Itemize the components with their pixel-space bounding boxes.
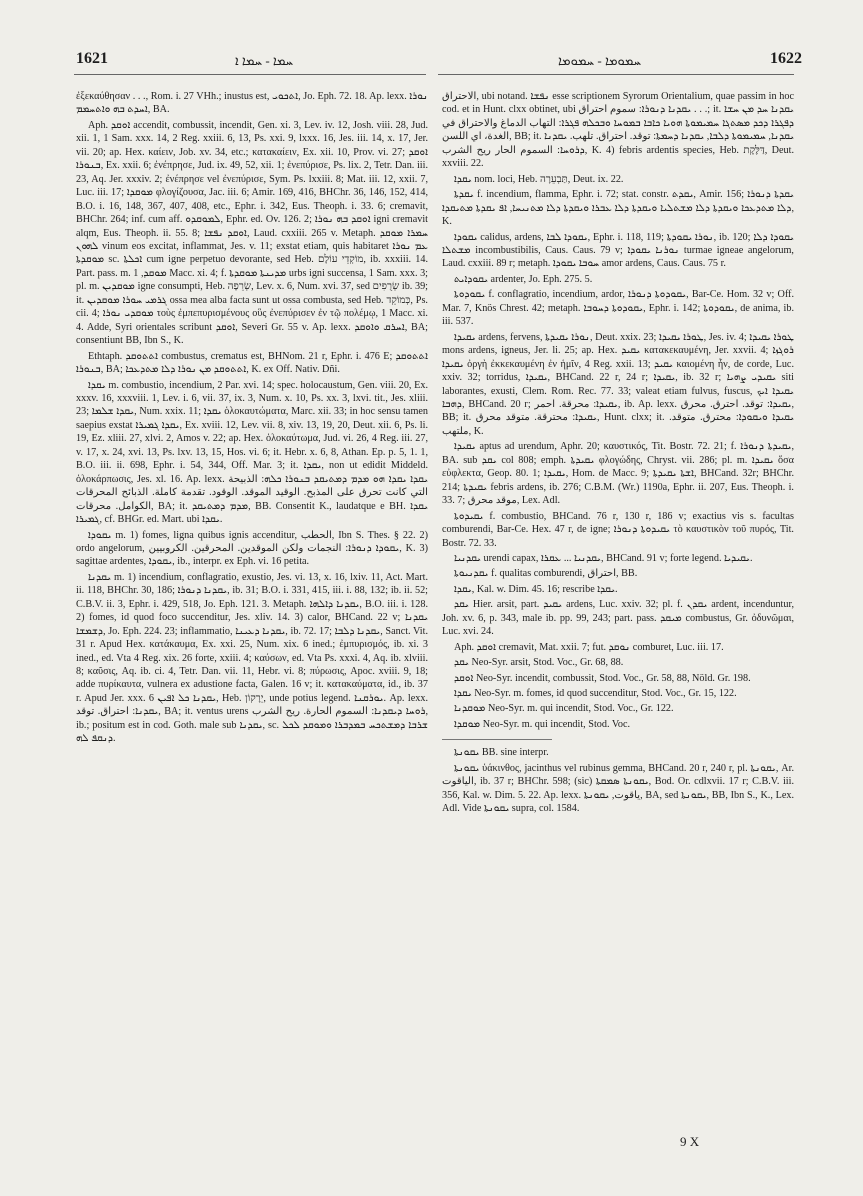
header-rule-right bbox=[438, 74, 794, 75]
entry-paragraph: ܝܩܕܢܐ m. 1) incendium, conflagratio, exustio, Jes. vi. 13, x. 16, lxiv. 11, Act. Mart. ii. 118, BHChr. 30, 186; ܝܩܕܢܐ ܕܢܘܪܐ, ib. 31; B.O. i. 331, 415, iii. i. 88, 132; ib. ii. 52; C.B.V. ii. 3, Ephr. i. 429, 518, Jo. Eph. 121. 3. Metaph. ܝܩܕܢܐ ܕܐܠܗܐ, B.O. iii. i. 128. 2) fomes, id quod foco succenditur, Jes. xliv. 14. 3) calor, BHCand. 22 v; ܝܩܕܢܐ ܕܫܡܫܐ, Jo. Eph. 224. 23; inflammatio, ܝܩܕܢܐ ܕܥܝܢܐ, ib. 72. 17; ܝܩܕܢܐ ܕܠܒܐ, Sanct. Vit. 31 r. Apud Hex. κατάκαυμα, Ex. xxi. 25, Num. xix. 6 ined.; ἐμπυρισμός, ib. xi. 3 ined., ed. Vta 4 Reg. xix. 26 forte, xxiii. 4; καύσων, ed. Vta Ps. xxxi. 4, Aq. ib. xlviii. 8; καῦσις, Aq. ib. ci. 4, Tetr. Dan. vii. 11, Hebr. vi. 8; πύρωσις, Apoc. xviii. 9, 18; adde πυρίκαυτα, vulnera ex adustione facta, Galen. 16 v; it. κατακαύματα, id., ib. 37 r. Apud Jer. xxx. 6 ܝܩܕܢܐ ܟܠ ܐܦܝܢ, Heb. יֵרָקוֹן, unde potius legend. ܝܘܪܩܢܐ. Ap. lexx. ܝܩܕܢܐ: احتراق. توقد, BA; it. ventus urens ܪܘܚܐ ܕܝܩܕܢܐ: السموم الحارة. ريح الشرب, ib.; positum est in cod. Goth. male sub ܝܩܕܢܐ, sc. ܫܪܒܐ ܕܡܫܬܟܚ ܒܡܕܒܪܐ ܘܡܘܩܕ ܠܟܠ ܕܢܩܦ ܠܗ. bbox=[76, 571, 428, 745]
entry-paragraph: ܝܩܕܢܝܘܬܐ f. qualitas comburendi, احتراق, BB. bbox=[454, 568, 638, 580]
page-number-right: 1622 bbox=[770, 50, 802, 67]
entry-paragraph: ܝܩܘܕܘܬܐ f. conflagratio, incendium, ardor, ܝܩܘܕܘܬܐ ܕܢܘܪܐ, Bar-Ce. Hom. 32 v; Off. Mar. 7, Knös Chrest. 42; metaph. ܝܩܘܕܘܬܐ ܕܚܘܒܐ, Ephr. i. 142; ܝܩܘܕܘܬܐ, de anima, ib. iii. 537. bbox=[442, 289, 794, 328]
entry-paragraph: ܡܘܩܕܐ Neo-Syr. m. qui incendit, Stod. Voc. bbox=[454, 718, 631, 730]
entry-paragraph: ܝܩܘܕܐܝܬ ardenter, Jo. Eph. 275. 5. bbox=[454, 273, 593, 285]
entry-paragraph: ܝܩܘܕܐ calidus, ardens, ܝܩܘܕܐ ܠܒܐ, Ephr. i. 118, 119; ܢܘܪܐ ܝܩܘܕܬܐ, ib. 120; ܝܩܘܕܐ ܕܠܐ ܡܫܬܠܐ incombustibilis, Caus. Caus. 79 v; ܢܘܪܢܐ ܝܩܘܕܐ turmae igneae angelorum, Laud. cxxiii. 89 r; metaph. ܚܘܒܐ ܝܩܘܕܐ amor ardens, Caus. Caus. 75 r. bbox=[442, 231, 794, 270]
entry-paragraph: ܝܩܕܬܐ f. incendium, flamma, Ephr. i. 72; stat. constr. ܝܩܕܬ, Amir. 156; ܝܩܕܬܐ ܕܢܘܪܐ ܕܠܐ ܡܬܕܥܟܐ ܘܝܩܕܬܐ ܕܠܐ ܡܫܬܠܝܐ ܘܝܩܕܬܐ ܕܠܐ ܥܒܪܐ ܘܝܩܕܬܐ ܕܠܐ ܡܬܢܝܚܐ, ܐܦ ܝܩܕܬܐ ܡܬܝܩܕܐ, K. bbox=[442, 189, 794, 228]
entry-paragraph: ܝܩܝܕܐ ardens, fervens, ܢܘܪܐ ܝܩܝܕܬܐ, Deut. xxix. 23; ܛܘܪܐ ܝܩܝܕܐ, Jes. iv. 4; ܛܘܪܐ ܝܩܝܕܐ mons ardens, igneus, Jer. li. 25; ap. Hex. ܝܩܝܕ κατακεκαυμένη, Jer. xxvii. 4; ܪܘܓܙܐ ܝܩܝܕܐ ὀργὴ ἐκκεκαυμένη ἐν ἡμῖν, 4 Reg. xxii. 13; ܝܩܝܕ καιομένη ἦν, de corde, Luc. xxiv. 32; torridus, ܝܩܝܕܐ, BHCand. 22 r, 24 r; ܝܩܝܕܐ, ib. 32 r; ܝܩܝܕܝ ܨܗܝܐ siti laborantes, exusti, Clem. Rom. Rec. 77. 33; valeat etiam fulvus, fuscus, ܝܩܝܕܐ ܐܝܟ ܕܗܒܐ, BHCand. 20 r; ܝܩܝܕܐ: محرقة. احمر, ib. Ap. lexx. ܝܩܝܕܐ: توقد. احترق. محرق, BB; it. ܝܩܝܕܐ: محترقة. متوقد محرق, Hunt. clxx; it. ܝܩܝܕܐ ܘܝܩܘܕܐ: محترق. متوقد. ملتهب, K. bbox=[442, 331, 794, 437]
entry-paragraph: الاحتراق, ubi notand. ܢܦܫܐ esse scriptionem Syrorum Orientalium, quae passim in hoc cod. et in Hunt. clxx obtinet, ubi ܝܩܕܢܐ ܕܢܘܪܐ: سموم احتراق . . .; it. ܝܩܕܢܐ ܚܕ ܡܢ ܚܫܐ ܕܦܓܪܐ ܕܟܕ ܡܣܬܓܐ ܚܡܝܡܘܬܐ ܗܘܝܐ ܟܐܒܐ ܒܡܘܚܐ ܘܒܟܠܗ ܦܓܪܐ: التهاب الدماغ والاحتراق في الغدة، اي اللسن, BB; it. ܝܩܕܢܐ, ܚܡܝܡܘܬܐ ܕܠܒܐ, ܝܩܕܢܐ ܕܚܡܬܐ: توقد. احتراق. تلهب. ܝܩܕܢܐ ܕܪܘܚܐ: السموم الحار ريح الشرب, K. 4) febris ardentis species, Heb. דַּלֶּקֶת, Deut. xxviii. 22. bbox=[442, 91, 794, 170]
entry-paragraph: Aph. ܐܘܩܕ accendit, combussit, incendit, Gen. xi. 3, Lev. iv. 12, Josh. viii. 28, Jud. xii. 1, 1 Sam. xxx. 14, 2 Reg. xxiii. 6, 13, Ps. xxi. 9, lxxx. 16, Jes. iii. 14, x. 17, Jer. vii. 20; ap. Hex. καίειν, Job. xv. 34, etc.; κατακαίειν, Ex. xii. 10, Prov. vi. 27; ܐܘܩܕ ܒܢܘܪܐ, Ex. xxii. 6; ἐνέπρησε, Jud. ix. 49, 52, xii. 1; ἐνεπύρισε, Ps. lix. 2, Tetr. Dan. iii. 23, Aq. Jer. xxxiv. 2; ἐνέπρησε vel ἐνεπύρισε, Sym. Ps. lxxiii. 8; Mat. iii. 12, xxii. 7, Luc. iii. 17; ܡܘܩܕܐ φλογίζουσα, Jac. iii. 6; Amir. 169, 416, BHChr. 36, 146, 152, 414, B.O. i. 16, 148, 367, 407, 408, etc., Ephr. i. 342, Eus. Theoph. i. 33. 6; cremavit, BHChr. 264; inf. cum aff. ܠܡܘܩܕܘ, Ephr. ed. Ov. 126. 2; ܐܘܩܕ ܒܗ ܢܘܪܐ igni cremavit alqm, Eus. Theoph. ii. 55. 8; ܐܘܩܕ ܢܦܫܐ, Laud. cxxiii. 265 v. Metaph. ܚܡܪܐ ܡܘܩܕ ܠܗܘܢ vinum eos excitat, inflammat, Jes. v. 11; exstat etiam, quis habitaret ܥܡ ܢܘܪܐ ܡܘܩܕܬܐ sc. ܐܟܠܬܐ cum igne perpetuo devorante, sed Heb. מוֹקְדֵי עוֹלָם, ib. xxxiii. 14. Part. pass. m. ܡܘܩܕ, 1 Macc. xi. 4; f. ܡܕܝܢܬܐ ܡܘܩܕܬܐ urbs igni succensa, 1 Sam. xxx. 3; pl. m. ܡܘܩܕܝܢ igne consumpti, Heb. שְׂרֵפָה, Lev. x. 6, Num. xvi. 37, sed שְׂרֻפִים ib. 39; it. ܓܪܡܝ ܚܘܪܐ ܡܘܩܕܝܢ ossa mea alba facta sunt ut ossa combusta, sed Heb. כְּמוֹקֵד, Ps. cii. 4; ܡܘܩܕܝ ܢܘܪܐ τοὺς ἐμπεπυρισμένους οὓς ἐνεπύρισεν ἐν τῷ πολέμῳ, 1 Macc. xi. 4. Adde, Syri orientales scribunt ܐܘܩܕ, Severi Gr. 55 v. Ap. lexx. ܐܚܪܩ ܘܐܘܩܕ, BA; consentiunt BB, Ibn S., K. bbox=[76, 119, 428, 347]
entry-paragraph: ܝܩܝܕܘܬܐ f. combustio, BHCand. 76 r, 130 r, 186 v; exactius vis s. facultas comburendi, Bar-Ce. Hex. 47 r, de igne; ܝܩܝܕܘܬܐ ܕܢܘܪܐ τὸ καυστικὸν τοῦ πυρός, Tit. Bostr. 72. 33. bbox=[442, 510, 794, 549]
entry-paragraph: ܝܩܕܐ m. combustio, incendium, 2 Par. xvi. 14; spec. holocaustum, Gen. viii. 20, Ex. xxxv. 16, xxxviii. 1, Lev. i. 6, vii. 37, ix. 3, Num. x. 10, Ps. xx. 3, lxvi. tit., Jes. xliii. 23; ܝܩܕܐ ܫܠܡܐ, Num. xxix. 11; ܝܩܕܐ ὁλοκαυτώματα, Marc. xii. 33; in hoc sensu tamen saepius exstat ܝܩܕܐ ܓܡܝܪܐ, Ex. xviii. 12, Lev. vii. 8, xiv. 13, 19, 20, Deut. xii. 6, Ps. li. 19, Ez. xliii. 27, xlvi. 2, Amos v. 22; ap. Hex. ὁλοκαύτωμα, Jud. vi. 26, 4 Reg. iii. 27, v. 17, x. 24, xvi. 13, Ps. lxv. 13, 15, Hos. vi. 6; it. Hebr. x. 6, 8, Athan. Ep. p. 5, 1. 1, B.O. iii. ii. 698, Ephr. i. 54, 344, Off. Mar. 3; it. ܝܩܕܐ, non ut edidit Middeld. ὁλοκάρπωσις, Jes. xl. 16. Ap. lexx. ܝܩܕܐ ܝܩܕܐ ܗܘ ܡܕܡ ܕܡܬܝܩܕ ܒܢܘܪܐ ܟܠܗ: الذبيحة التي كانت تحرق على المذبح. الوقيد الموقد. الوقود. تقدمة كاملة. الذبائح المحرقات الكوامل. محرقات, BA; it. ܡܕܡ ܕܡܬܝܩܕ, BB. Consentit K., laudatque e BH. ܝܩܕܐ ܓܡܝܪܐ, cf. BHGr. ed. Mart. ubi ܝܩܕܐ. bbox=[76, 379, 428, 526]
signature-mark: 9 X bbox=[680, 1134, 700, 1149]
entry-paragraph: ܝܩܕܢܝܐ urendi capax, ܝܩܕܢܝܐ ... ܥܩܪܐ, BHCand. 91 v; forte legend. ܝܩܝܕܝܐ. bbox=[454, 552, 753, 564]
entry-paragraph: ܐܘܩܕ Neo-Syr. incendit, combussit, Stod. Voc., Gr. 58, 88, Nöld. Gr. 198. bbox=[454, 672, 751, 684]
entry-paragraph: Aph. ܐܘܩܕ cremavit, Mat. xxii. 7; fut. ܢܘܩܕ comburet, Luc. iii. 17. bbox=[454, 641, 724, 653]
entry-paragraph: Ethtaph. ܐܬܬܘܩܕ combustus, crematus est, BHNom. 21 r, Ephr. i. 476 E; ܐܬܬܘܩܕ ܒܢܘܪܐ, BA; ܐܬܬܘܩܕ ܡܢ ܢܘܪܐ ܕܠܐ ܡܬܕܥܟܐ, K. ex Off. Nativ. Dñi. bbox=[76, 350, 428, 376]
entry-paragraph: ܝܩܕܐ nom. loci, Heb. תַּבְעֵרָה, Deut. ix. 22. bbox=[454, 173, 624, 185]
column-left bbox=[76, 90, 428, 1170]
page-header bbox=[0, 0, 863, 70]
entry-paragraph: ܝܩܘܢܬܐ BB. sine interpr. bbox=[454, 747, 549, 759]
column-right bbox=[442, 90, 794, 1170]
running-head-right: ܚܡܘܡܐ - ܚܡܘܡܐ bbox=[558, 53, 642, 68]
entry-paragraph: ܡܘܩܕܢܐ Neo-Syr. m. qui incendit, Stod. Voc., Gr. 122. bbox=[454, 703, 674, 715]
page-number-left: 1621 bbox=[76, 50, 108, 67]
entry-paragraph: ܝܩܕܐ, Kal. w. Dim. 45. 16; rescribe ܝܩܕܐ. bbox=[454, 583, 618, 595]
header-rule-left bbox=[74, 74, 426, 75]
entry-paragraph: ܝܩܝܕܐ aptus ad urendum, Aphr. 20; καυστικός, Tit. Bostr. 72. 21; f. ܝܩܝܕܬܐ ܕܢܘܪܐ, BA. sub ܝܩܕ col 808; emph. ܝܩܝܕܬܐ φλογώδης, Chryst. vii. 286; pl. m. ܝܩܝܕܐ ὅσα εὐφλεκτα, Geop. 80. 1; ܝܩܝܕܐ, Hom. de Macc. 9; ܐܫܬܐ ܝܩܝܕܬܐ, BHCand. 32r; BHChr. 214; ܝܩܝܕܬܐ febris ardens, ib. 276; C.B.M. (Wr.) 1190a, Ephr. ii. 207, Eus. Theoph. i. 33. 7; موقد محرق, Lex. Adl. bbox=[442, 441, 794, 507]
entry-paragraph: ܝܩܕ Hier. arsit, part. ܝܩܝܕ ardens, Luc. xxiv. 32; pl. f. ܝܩܕܢ ardent, incenduntur, Joh. xv. 6, p. 343, male ib. pp. 99, 243; part. pass. ܡܝܩܕ combustus, Gr. ὀδυνῶμαι, Luc. xvi. 24. bbox=[442, 599, 794, 638]
entry-paragraph: ܝܩܘܢܬܐ ὑάκινθος, jacinthus vel rubinus gemma, BHCand. 20 r, 240 r, pl. ܝܩܘܢܬܐ, Ar. الياقوت, ib. 37 r; BHChr. 598; (sic) ܝܩܘܢܬܐ ܣܡܩܬܐ, Bod. Or. cdlxvii. 17 r; C.B.V. iii. 356, Kal. w. Dim. 5. 22. Ap. lexx. ياقوت, ܝܩܘܢܬܐ, BA, sed ܝܩܘܢܬܐ, BB, Ibn S., K., Lex. Adl. Vide ܝܩܘܢܬܐ supra, col. 1584. bbox=[442, 762, 794, 815]
entry-paragraph: ܝܩܕܐ Neo-Syr. m. fomes, id quod succenditur, Stod. Voc., Gr. 15, 122. bbox=[454, 688, 737, 700]
running-head-left: ܚܡܐ - ܚܡܐ ܐ bbox=[235, 53, 294, 68]
entry-paragraph: ἐξεκαύθησαν . . ., Rom. i. 27 VHh.; inustus est, ܐܬܟܘܝ, Jo. Eph. 72. 18. Ap. lexx. ܢܘܪܐ ܐܚܕܬ ܒܗ ܘܐܬܚܡܡ, BA. bbox=[76, 91, 428, 116]
entry-paragraph: ܝܩܕ Neo-Syr. arsit, Stod. Voc., Gr. 68, 88. bbox=[454, 657, 624, 669]
entry-paragraph: ܝܩܘܕܐ m. 1) fomes, ligna quibus ignis accenditur, الحطب, Ibn S. Thes. § 22. 2) ordo angelorum, ܝܩܘܕܐ ܕܢܘܪܐ: النجمات ولكن الموقدين. المحرقين. الكروبيين, K. 3) sagittae ardentes, ܝܩܘܕܐ, ib., interpr. ex Eph. vi. 16 petita. bbox=[76, 529, 428, 568]
section-divider bbox=[442, 739, 552, 740]
